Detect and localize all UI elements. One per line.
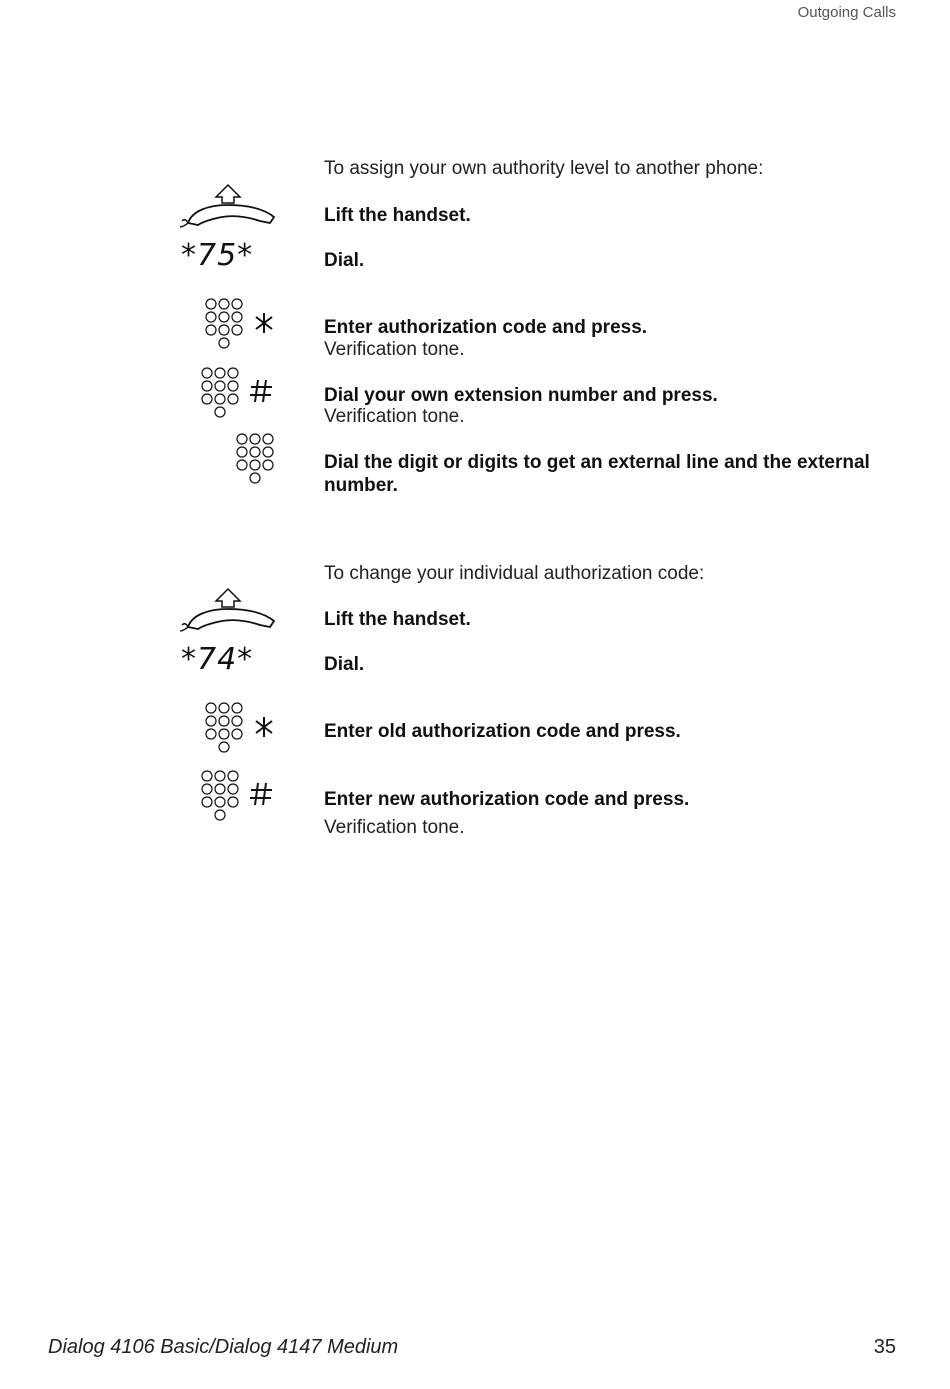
handset-lift-icon xyxy=(178,183,278,229)
keypad-icon xyxy=(235,432,279,488)
header-section: Outgoing Calls xyxy=(797,4,896,21)
step5-title: Dial the digit or digits to get an external line and the external number. xyxy=(324,452,870,496)
keypad-hash-icon xyxy=(200,366,278,422)
step3-title: Enter authorization code and press. xyxy=(324,317,648,338)
step3-note: Verification tone. xyxy=(324,339,465,360)
step9-title: Enter new authorization code and press. xyxy=(324,789,690,810)
step6-title: Lift the handset. xyxy=(324,609,471,630)
keypad-star-icon xyxy=(204,701,278,757)
step2-title: Dial. xyxy=(324,250,365,271)
footer-title: Dialog 4106 Basic/Dialog 4147 Medium xyxy=(48,1336,399,1358)
step4-title: Dial your own extension number and press. xyxy=(324,385,718,406)
step9-note: Verification tone. xyxy=(324,817,465,838)
step7-title: Dial. xyxy=(324,654,365,675)
handset-lift-icon xyxy=(178,587,278,633)
section1-intro: To assign your own authority level to another phone: xyxy=(324,158,764,179)
step1-title: Lift the handset. xyxy=(324,205,471,226)
step8-title: Enter old authorization code and press. xyxy=(324,721,681,742)
step4-note: Verification tone. xyxy=(324,406,465,427)
keypad-hash-icon xyxy=(200,769,278,825)
code-icon: *74* xyxy=(181,642,254,677)
keypad-star-icon xyxy=(204,297,278,353)
section2-intro: To change your individual authorization code: xyxy=(324,563,705,584)
code-icon: *75* xyxy=(181,238,254,273)
page-number: 35 xyxy=(873,1336,896,1358)
